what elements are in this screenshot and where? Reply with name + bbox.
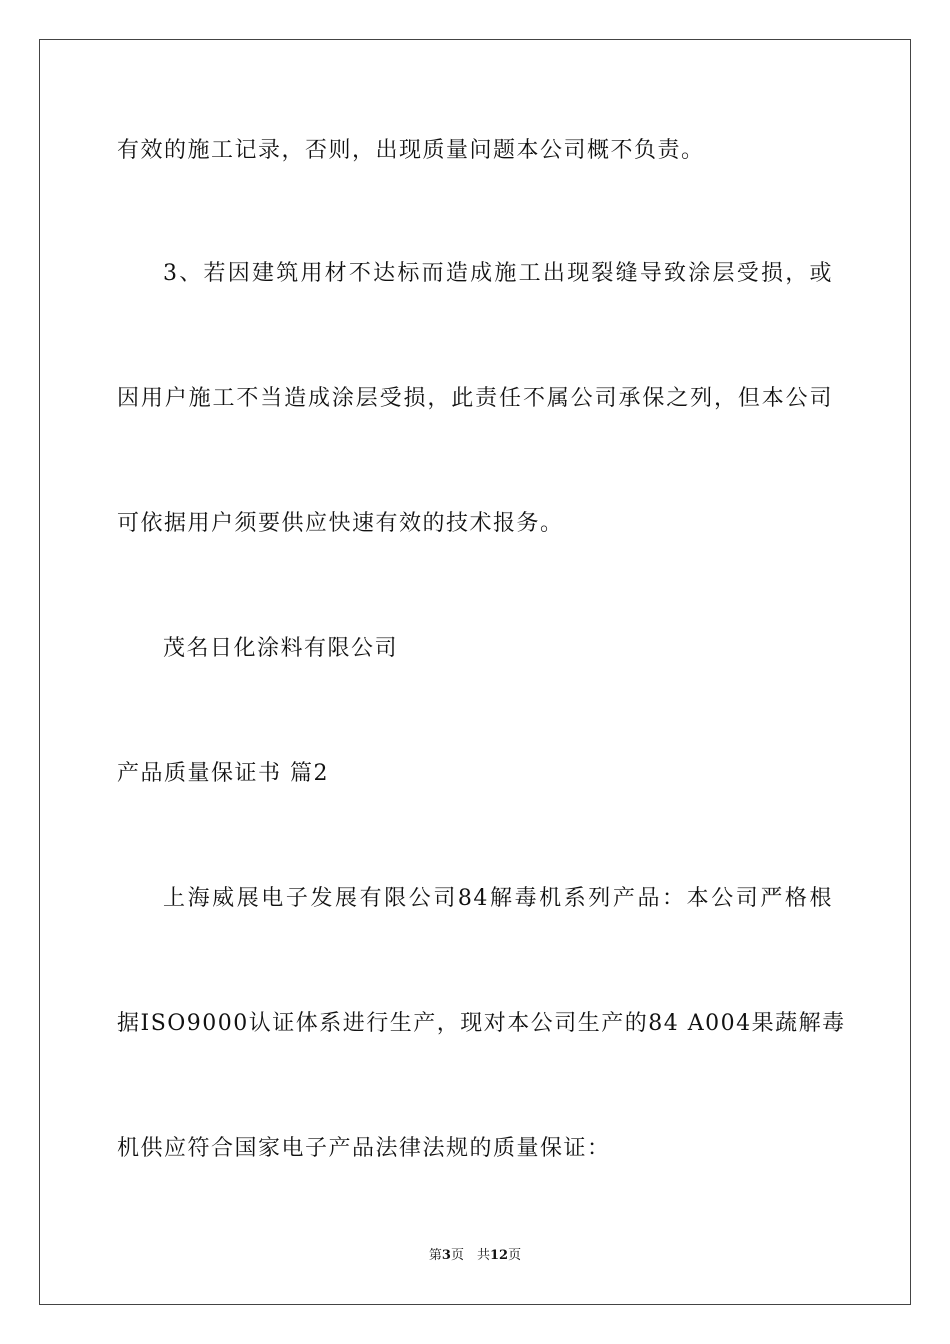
page-border: [39, 39, 911, 1305]
section-heading: 产品质量保证书 篇2: [117, 761, 329, 786]
body-text-line: 可依据用户须要供应快速有效的技术报务。: [117, 511, 564, 536]
footer-suffix: 页: [508, 1248, 522, 1263]
footer-prefix: 第: [428, 1248, 442, 1263]
page-footer: [0, 1247, 950, 1265]
current-page-number: 3: [441, 1248, 451, 1263]
total-page-number: 12: [489, 1248, 509, 1263]
body-text-line: 机供应符合国家电子产品法律法规的质量保证：: [117, 1136, 611, 1161]
footer-mid: 页 共: [450, 1248, 490, 1263]
body-text-line: 上海威展电子发展有限公司84解毒机系列产品：本公司严格根: [163, 886, 833, 911]
company-signature: 茂名日化涂料有限公司: [163, 636, 399, 661]
body-text-line: 因用户施工不当造成涂层受损，此责任不属公司承保之列，但本公司: [117, 386, 833, 411]
body-text-line: 有效的施工记录，否则，出现质量问题本公司概不负责。: [117, 138, 705, 163]
body-text-line: 3、若因建筑用材不达标而造成施工出现裂缝导致涂层受损，或: [163, 261, 833, 286]
body-text-line: 据ISO9000认证体系进行生产，现对本公司生产的84 A004果蔬解毒: [117, 1011, 846, 1036]
